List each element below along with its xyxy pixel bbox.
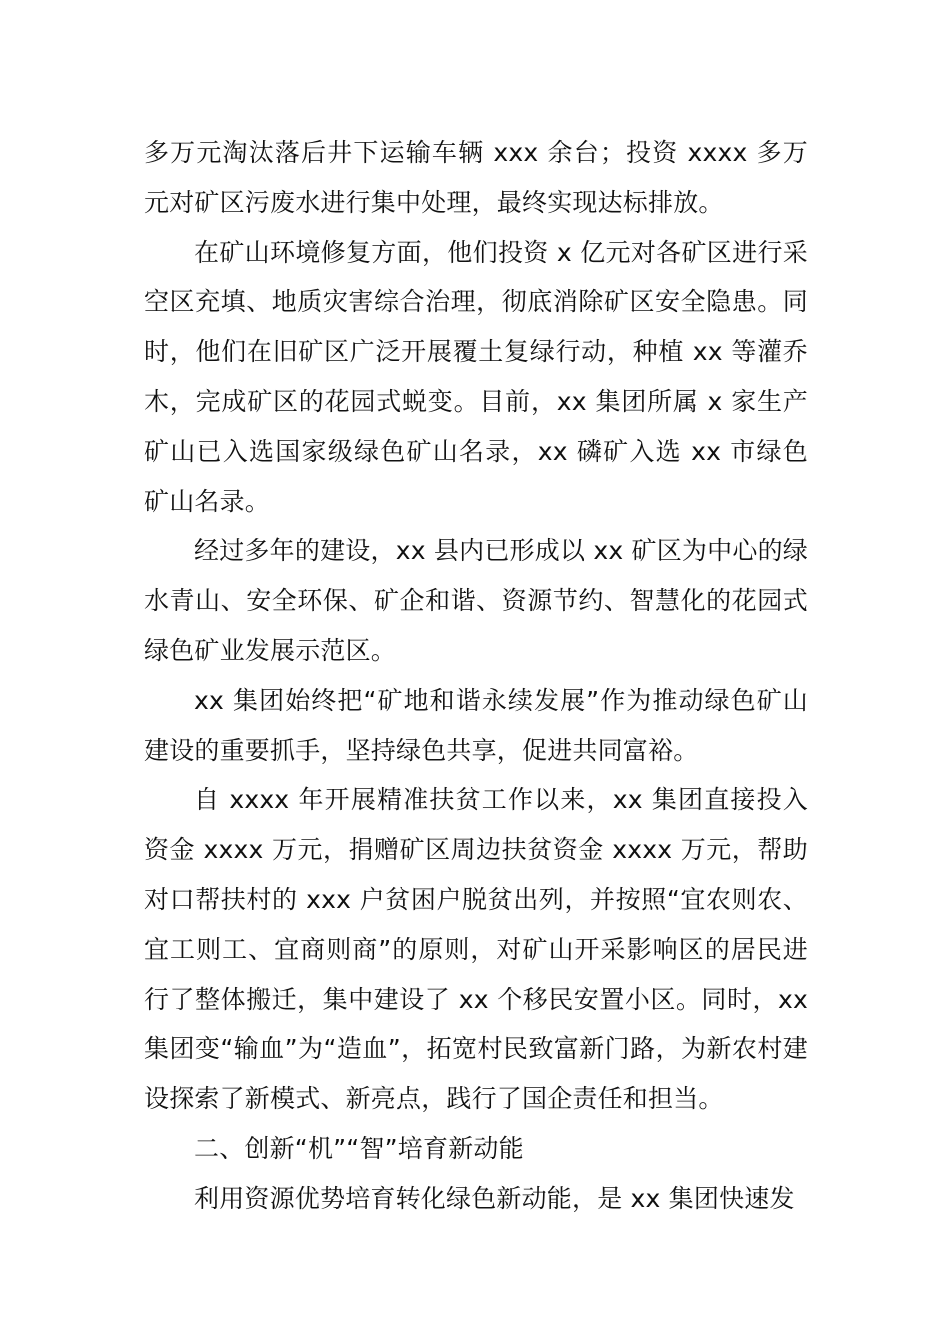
document-body — [144, 128, 808, 1224]
paragraph-mine-restoration: 在矿山环境修复方面，他们投资 x 亿元对各矿区进行采空区充填、地质灾害综合治理，彻底消除矿区安全隐患。同时，他们在旧矿区广泛开展覆土复绿行动，种植 xx 等灌乔木，完成矿区的花园式蜕变。目前，xx 集团所属 x 家生产矿山已入选国家级绿色矿山名录，xx 磷矿入选 xx 市绿色矿山名录。 — [144, 237, 808, 516]
paragraph-continuation: 多万元淘汰落后井下运输车辆 xxx 余台；投资 xxxx 多万元对矿区污废水进行集中处理，最终实现达标排放。 — [144, 138, 808, 217]
paragraph-harmony-development: xx 集团始终把“矿地和谐永续发展”作为推动绿色矿山建设的重要抓手，坚持绿色共享，促进共同富裕。 — [144, 685, 808, 765]
paragraph-new-momentum: 利用资源优势培育转化绿色新动能，是 xx 集团快速发 — [194, 1183, 795, 1213]
paragraph-poverty-alleviation: 自 xxxx 年开展精准扶贫工作以来，xx 集团直接投入资金 xxxx 万元，捐赠矿区周边扶贫资金 xxxx 万元，帮助对口帮扶村的 xxx 户贫困户脱贫出列，并按照“宜农则农、宜工则工、宜商则商”的原则，对矿山开采影响区的居民进行了整体搬迁，集中建设了 xx 个移民安置小区。同时，xx 集团变“输血”为“造血”，拓宽村民致富新门路，为新农村建设探索了新模式、新亮点，践行了国企责任和担当。 — [144, 785, 808, 1114]
section-heading: 二、创新“机”“智”培育新动能 — [194, 1133, 524, 1163]
paragraph-demonstration-zone: 经过多年的建设，xx 县内已形成以 xx 矿区为中心的绿水青山、安全环保、矿企和谐、资源节约、智慧化的花园式绿色矿业发展示范区。 — [144, 536, 808, 665]
